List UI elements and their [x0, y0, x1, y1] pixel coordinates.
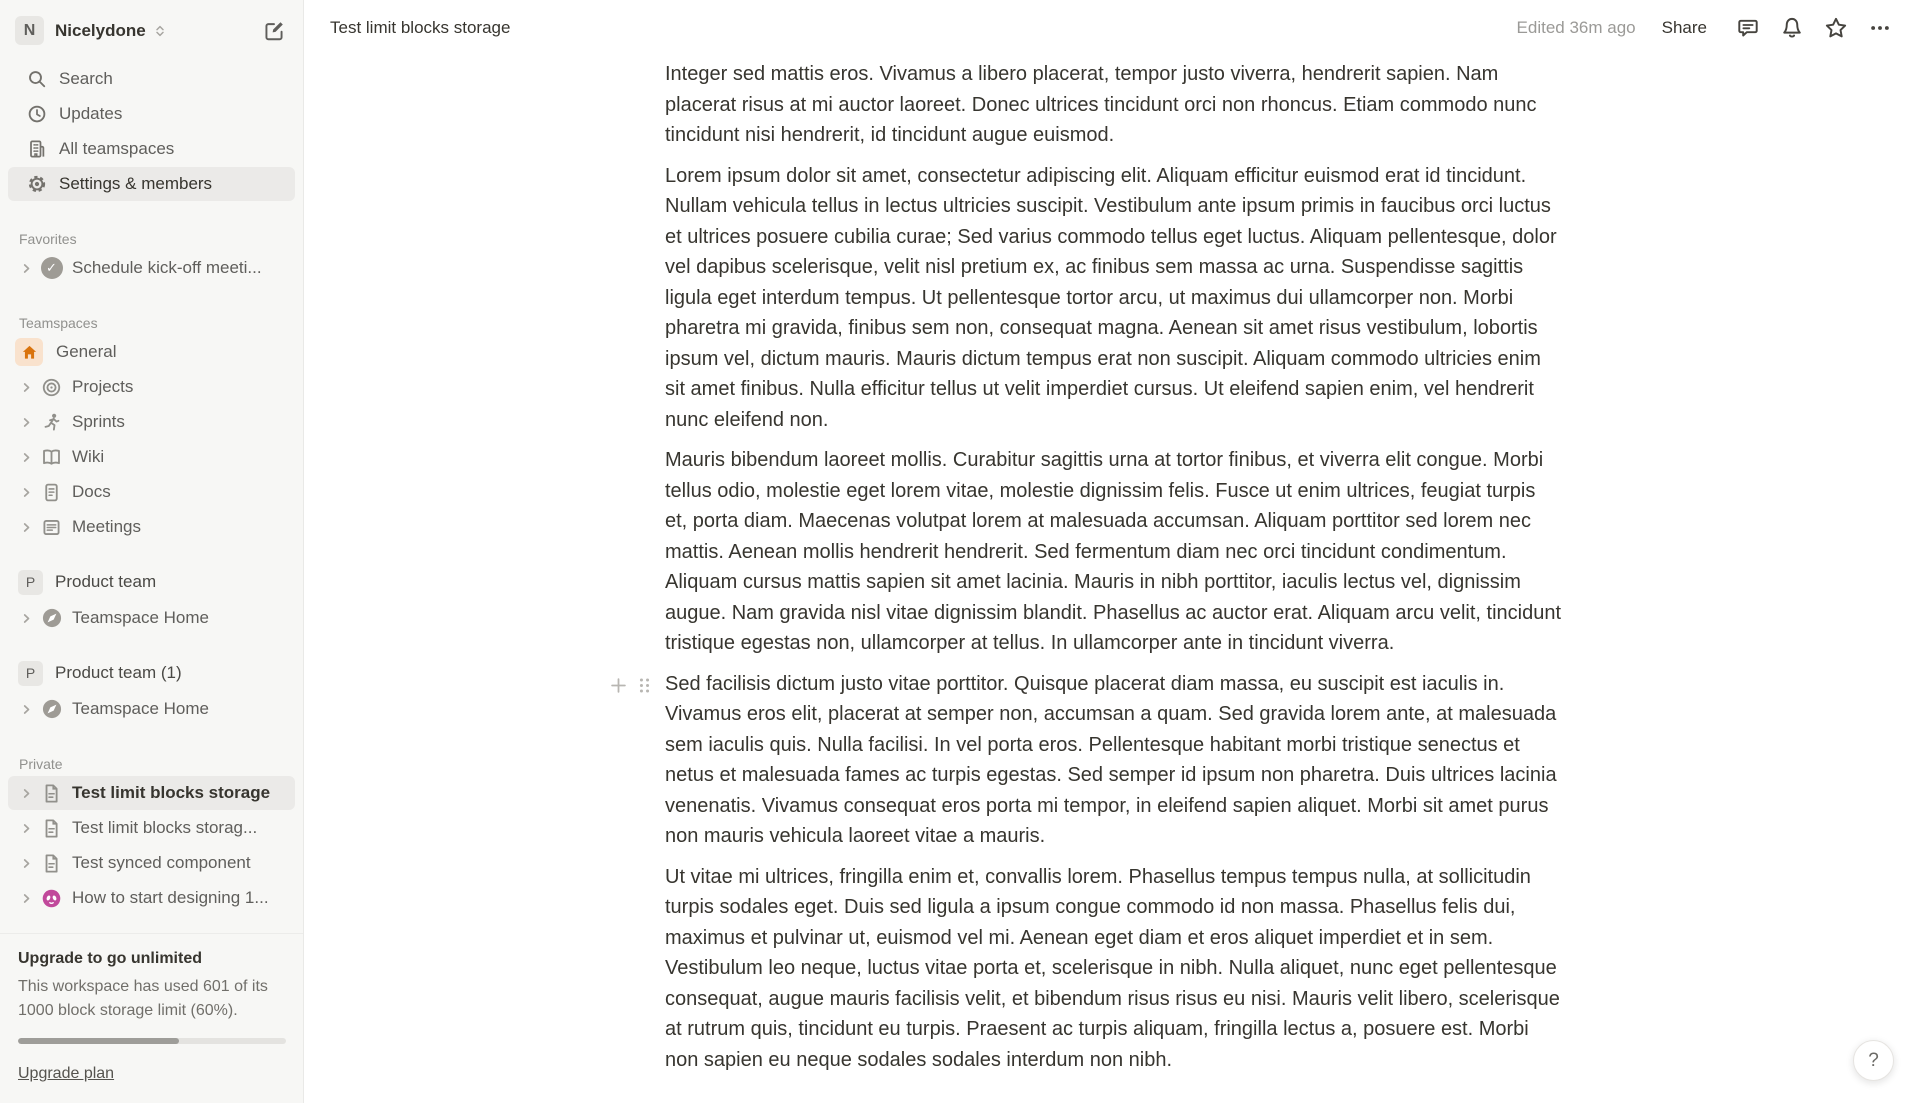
teamspaces-section-label: Teamspaces	[19, 315, 98, 331]
book-icon	[40, 446, 63, 469]
compose-icon	[263, 20, 285, 42]
chevron-right-icon[interactable]	[17, 378, 35, 396]
teamspace-home-product-team-1[interactable]	[8, 692, 295, 726]
sidebar-item-search[interactable]	[8, 62, 295, 96]
favorites-section-label: Favorites	[19, 231, 77, 247]
new-page-button[interactable]	[261, 18, 287, 44]
teamspace-avatar: P	[18, 661, 43, 686]
drag-handle[interactable]	[631, 673, 657, 699]
teamspace-home-label: Teamspace Home	[72, 608, 210, 627]
search-icon	[26, 68, 48, 90]
storage-progress-bar	[18, 1038, 286, 1044]
chevron-right-icon[interactable]	[17, 413, 35, 431]
bell-icon	[1780, 16, 1804, 40]
teamspace-docs[interactable]	[8, 475, 295, 509]
teamspace-label: Meetings	[72, 517, 141, 536]
workspace-avatar: N	[15, 16, 44, 45]
ellipsis-icon	[1869, 17, 1891, 39]
paragraph-block[interactable]: Ut vitae mi ultrices, fringilla enim et, convallis lorem. Phasellus tempus tempus nulla, at sollicitudin turpis sodales eget. Duis sed ligula a ipsum congue commodo id non massa. Phasellus felis dui, maximus et pulvinar ut, euismod vel mi. Aenean eget diam et eros aliquet imperdiet et in sem. Vestibulum leo neque, luctus vitae porta et, scelerisque in nibh. Nulla aliquet, nunc eget pellentesque consequat, augue mauris facilisis velit, et bibendum risus risus eu nisi. Mauris velit libero, scelerisque at rutrum quis, tincidunt eu turpis. Praesent ac turpis aliquam, fringilla lectus a, posuere est. Morbi non sapien eu neque sodales sodales interdum non nibh.	[665, 865, 1560, 1071]
teamspace-label: Docs	[72, 482, 111, 501]
workspace-name: Nicelydone	[55, 20, 146, 40]
private-page-test-limit-blocks-storage[interactable]	[8, 776, 295, 810]
topbar	[304, 0, 1920, 55]
favorite-item-schedule-kickoff[interactable]	[8, 251, 295, 285]
chevron-right-icon[interactable]	[17, 889, 35, 907]
teamspace-label: Wiki	[72, 447, 105, 466]
sidebar-item-label: All teamspaces	[59, 139, 175, 158]
target-icon	[40, 376, 63, 399]
check-circle-icon: ✓	[40, 257, 63, 280]
private-page-label: Test limit blocks storage	[72, 783, 271, 802]
private-page-test-limit-blocks-storag[interactable]	[8, 811, 295, 845]
private-page-label: Test synced component	[72, 853, 251, 872]
add-block-button[interactable]	[605, 673, 631, 699]
drag-handle-icon	[637, 677, 652, 694]
chevron-right-icon[interactable]	[17, 448, 35, 466]
paragraph-block[interactable]: Sed facilisis dictum justo vitae porttitor. Quisque placerat diam massa, eu suscipit est iaculis in. Vivamus eros elit, placerat at semper non, accumsan a quam. Sed gravida lorem ante, at malesuada sem iaculis quis. Nulla facilisi. In vel porta eros. Pellentesque habitant morbi tristique senectus et netus et malesuada fames ac turpis egestas. Sed semper id ipsum non pharetra. Duis ultrices lacinia venenatis. Vivamus consequat eros porta mi tempor, in eleifend sapien aliquet. Morbi sit amet purus non mauris vehicula laoreet vitae a mauris.	[665, 672, 1557, 847]
runner-icon	[40, 411, 63, 434]
teamspace-label: General	[56, 342, 117, 361]
teamspace-label: Projects	[72, 377, 134, 396]
private-page-label: How to start designing 1...	[72, 888, 269, 907]
sidebar-item-all-teamspaces[interactable]	[8, 132, 295, 166]
comment-icon	[1736, 16, 1760, 40]
paragraph-block[interactable]: Lorem ipsum dolor sit amet, consectetur adipiscing elit. Aliquam efficitur euismod erat id tincidunt. Nullam vehicula tellus in lectus ultricies suscipit. Vestibulum ante ipsum primis in faucibus orci luctus et ultrices posuere cubilia curae; Sed varius commodo tellus eget luctus. Aliquam pellentesque, dolor vel dapibus scelerisque, velit nisl pretium ex, ac finibus sem massa ac urna. Suspendisse sagittis ligula eget interdum tempus. Ut pellentesque tortor arcu, ut maximus dui ullamcorper non. Morbi pharetra mi gravida, finibus sem non, consequat magna. Aenean sit amet risus vestibulum, lobortis ipsum vel, dictum mauris. Mauris dictum tempus erat non suscipit. Aliquam commodo ultricies enim sit amet finibus. Nulla efficitur tellus ut velit imperdiet cursus. Ut eleifend sapien enim, vel hendrerit nunc eleifend non.	[665, 164, 1557, 431]
upgrade-title: Upgrade to go unlimited	[18, 950, 202, 967]
paragraph-block[interactable]: Mauris bibendum laoreet mollis. Curabitur sagittis urna at tortor finibus, et viverra elit congue. Morbi tellus odio, molestie eget lorem vitae, molestie dignissim felis. Fusce ut enim ultrices, feugiat turpis et, porta diam. Maecenas volutpat lorem at malesuada accumsan. Aliquam porttitor sed lorem nec mattis. Aenean mollis hendrerit hendrerit. Sed fermentum diam nec orci tincidunt condimentum. Aliquam cursus mattis sapien sit amet lacinia. Mauris in nibh porttitor, iaculis lectus vel, dignissim augue. Nam gravida nisl vitae dignissim blandit. Phasellus ac auctor erat. Aliquam arcu velit, tincidunt tristique egestas non, ullamcorper at tellus. In ullamcorper ante in tincidunt viverra.	[665, 449, 1562, 654]
chevron-right-icon[interactable]	[17, 854, 35, 872]
teamspace-group-product-team-1[interactable]	[8, 655, 295, 691]
teamspace-avatar: P	[18, 570, 43, 595]
favorite-item-label: Schedule kick-off meeti...	[72, 258, 262, 277]
private-section-label: Private	[19, 756, 63, 772]
teamspace-group-label: Product team	[55, 572, 157, 591]
document-icon	[40, 481, 63, 504]
page-icon	[40, 782, 63, 805]
teamspace-projects[interactable]	[8, 370, 295, 404]
private-page-label: Test limit blocks storag...	[72, 818, 258, 837]
chevron-updown-icon	[153, 24, 167, 38]
breadcrumb-page-title[interactable]: Test limit blocks storage	[330, 17, 511, 37]
compass-icon	[40, 607, 63, 630]
chevron-right-icon[interactable]	[17, 609, 35, 627]
upgrade-panel	[0, 933, 303, 1103]
main-area	[304, 0, 1920, 1103]
teamspace-meetings[interactable]	[8, 510, 295, 544]
teamspace-group-label: Product team (1)	[55, 663, 182, 682]
teamspace-group-product-team[interactable]	[8, 564, 295, 600]
chevron-right-icon[interactable]	[17, 259, 35, 277]
upgrade-plan-link[interactable]: Upgrade plan	[18, 1065, 115, 1082]
chevron-right-icon[interactable]	[17, 784, 35, 802]
comments-button[interactable]	[1731, 11, 1764, 44]
help-button[interactable]: ?	[1853, 1040, 1894, 1081]
star-icon	[1824, 16, 1848, 40]
chevron-right-icon[interactable]	[17, 483, 35, 501]
sidebar-item-label: Search	[59, 69, 113, 88]
teamspace-label: Sprints	[72, 412, 125, 431]
private-page-test-synced-component[interactable]	[8, 846, 295, 880]
sidebar-nav	[0, 62, 303, 201]
edited-timestamp: Edited 36m ago	[1516, 17, 1636, 37]
compass-icon	[40, 698, 63, 721]
building-icon	[26, 138, 48, 160]
chevron-right-icon[interactable]	[17, 700, 35, 718]
gear-icon	[26, 173, 48, 195]
sidebar	[0, 0, 304, 1103]
sidebar-item-settings[interactable]	[8, 167, 295, 201]
hovered-block	[665, 669, 1561, 852]
page-body	[665, 55, 1561, 1075]
favorite-button[interactable]	[1819, 11, 1852, 44]
sidebar-item-updates[interactable]	[8, 97, 295, 131]
chevron-right-icon[interactable]	[17, 819, 35, 837]
private-page-how-to-start-designing[interactable]	[8, 881, 295, 915]
workspace-switcher[interactable]	[8, 12, 295, 49]
sidebar-item-label: Updates	[59, 104, 123, 123]
upgrade-description: This workspace has used 601 of its 1000 block storage limit (60%).	[18, 978, 268, 1019]
teamspace-home-product-team[interactable]	[8, 601, 295, 635]
home-icon	[15, 338, 43, 366]
teamspace-home-label: Teamspace Home	[72, 699, 210, 718]
paragraph-block[interactable]: Integer sed mattis eros. Vivamus a libero placerat, tempor justo viverra, hendrerit sapien. Nam placerat risus at mi auctor laoreet. Donec ultrices tincidunt orci non rhoncus. Etiam commodo nunc tincidunt nisi hendrerit, id tincidunt augue euismod.	[665, 63, 1537, 146]
meeting-notes-icon	[40, 516, 63, 539]
plus-icon	[609, 676, 628, 695]
more-options-button[interactable]	[1863, 11, 1896, 44]
chevron-right-icon[interactable]	[17, 518, 35, 536]
share-button[interactable]: Share	[1661, 17, 1707, 37]
page-icon	[40, 852, 63, 875]
clock-icon	[26, 103, 48, 125]
teamspace-sprints[interactable]	[8, 405, 295, 439]
teamspace-general[interactable]	[8, 335, 295, 369]
teamspace-wiki[interactable]	[8, 440, 295, 474]
notifications-button[interactable]	[1775, 11, 1808, 44]
sidebar-item-label: Settings & members	[59, 174, 213, 193]
alien-emoji-icon	[40, 887, 63, 910]
page-icon	[40, 817, 63, 840]
storage-progress-fill	[18, 1038, 179, 1044]
